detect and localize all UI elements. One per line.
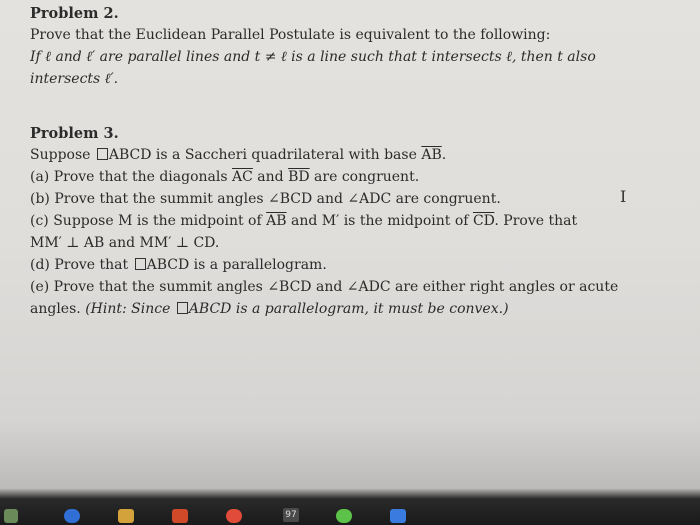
part-a-mid: and — [252, 169, 289, 185]
problem2-line1: Prove that the Euclidean Parallel Postulate is equivalent to the following: — [30, 27, 551, 43]
part-c-end: . Prove that — [494, 213, 578, 229]
part-e-line2 — [30, 298, 670, 320]
part-a-end: are congruent. — [309, 169, 420, 185]
browser-icon[interactable] — [64, 509, 80, 523]
part-d — [30, 254, 670, 276]
hint-a: (Hint: Since — [85, 301, 175, 317]
text-cursor-icon: I — [620, 187, 627, 206]
part-e: (e) Prove that the summit angles ∠BCD and ∠ADC are either right angles or acute — [30, 279, 619, 295]
problem3-intro — [30, 144, 670, 166]
segment-ab: $\overline{AB}$ — [421, 147, 442, 163]
part-a — [30, 166, 670, 188]
part-b: (b) Prove that the summit angles ∠BCD and ∠ADC are congruent. — [30, 191, 501, 207]
problem2-line3: intersects ℓ′. — [30, 71, 119, 87]
intro-text-a: Suppose — [30, 147, 95, 163]
problem2-line2: If ℓ and ℓ′ are parallel lines and t ≠ ℓ is a line such that t intersects ℓ, then t also — [30, 49, 596, 65]
segment-cd: $\overline{CD}$ — [472, 213, 495, 229]
taskbar — [0, 503, 700, 525]
square-symbol-icon — [135, 258, 146, 270]
part-d-post: ABCD is a parallelogram. — [146, 257, 327, 273]
problem3-heading: Problem 3. — [30, 125, 119, 142]
chrome-icon[interactable] — [226, 509, 242, 523]
part-c-pre: (c) Suppose M is the midpoint of — [30, 213, 267, 229]
folder-icon[interactable] — [118, 509, 134, 523]
part-c — [30, 210, 670, 232]
chat-icon[interactable] — [336, 509, 352, 523]
hint-b: ABCD is a parallelogram, it must be convex.) — [188, 301, 509, 317]
intro-text-b: ABCD is a Saccheri quadrilateral with base — [108, 147, 422, 163]
store-icon[interactable] — [172, 509, 188, 523]
part-c-mid: and M′ is the midpoint of — [286, 213, 473, 229]
part-a-pre: (a) Prove that the diagonals — [30, 169, 233, 185]
segment-ac: $\overline{AC}$ — [232, 169, 253, 185]
document — [30, 4, 670, 320]
start-icon[interactable] — [4, 509, 18, 523]
part-c-line2: MM′ ⊥ AB and MM′ ⊥ CD. — [30, 235, 220, 251]
intro-end: . — [441, 147, 447, 163]
square-symbol-icon — [177, 302, 188, 314]
segment-ab-2: $\overline{AB}$ — [266, 213, 287, 229]
problem2-heading: Problem 2. — [30, 5, 119, 22]
square-symbol-icon — [97, 148, 108, 160]
app-badge[interactable]: 97 — [283, 508, 299, 522]
part-e2-pre: angles. — [30, 301, 86, 317]
part-d-pre: (d) Prove that — [30, 257, 133, 273]
segment-bd: $\overline{BD}$ — [288, 169, 310, 185]
shield-icon[interactable] — [390, 509, 406, 523]
